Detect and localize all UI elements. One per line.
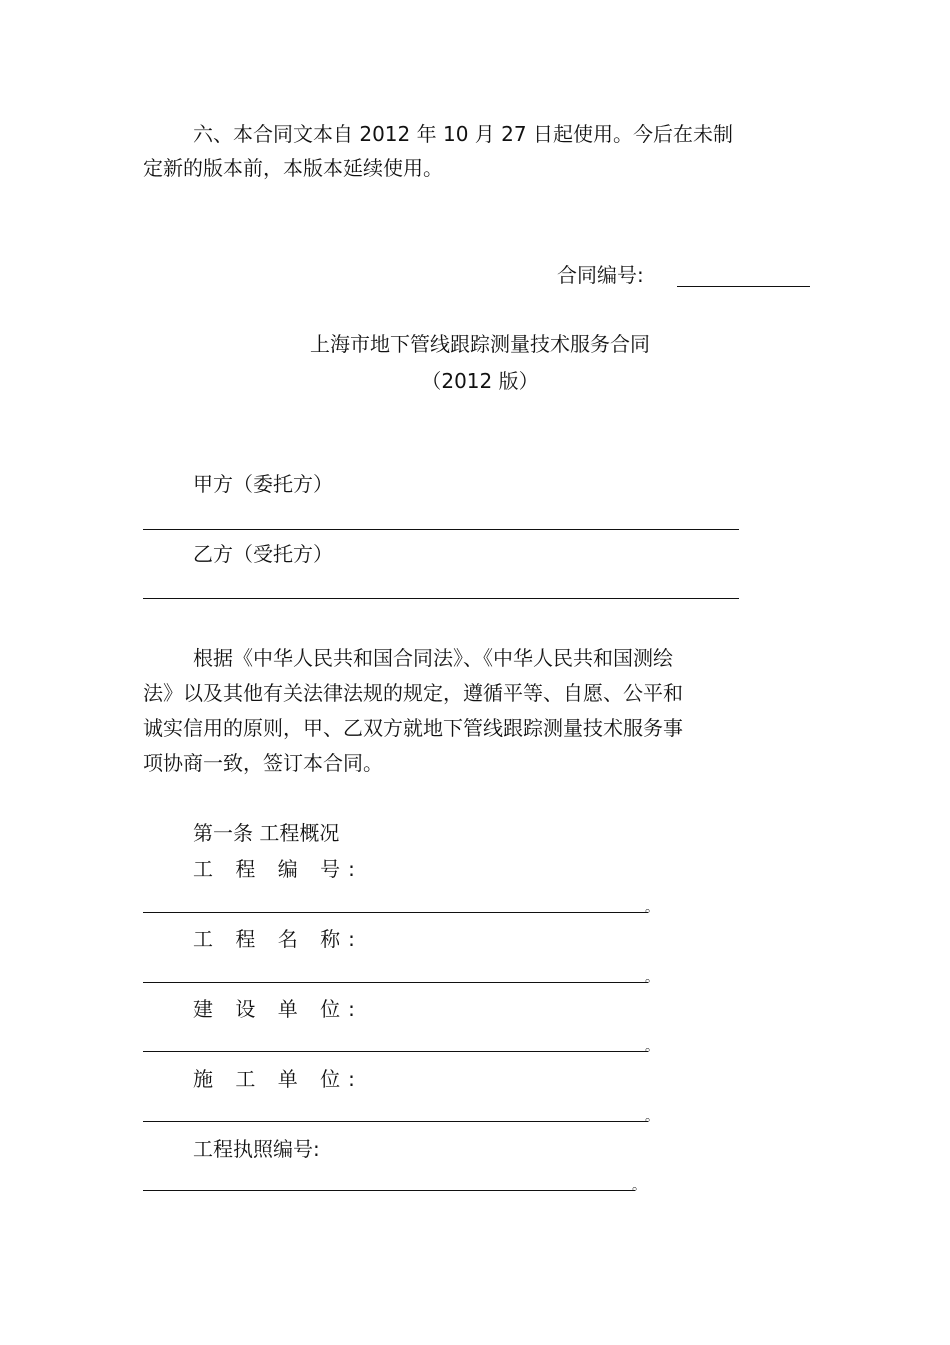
field-label-builder: 建 设 单 位:: [193, 997, 363, 1021]
party-a-blank: [143, 529, 739, 530]
field-blank-project-number: [143, 912, 648, 913]
contract-number-label: 合同编号:: [557, 263, 644, 287]
field-label-project-name: 工 程 名 称:: [193, 927, 363, 951]
field-label-contractor: 施 工 单 位:: [193, 1067, 363, 1091]
document-subtitle: （2012 版）: [421, 369, 539, 393]
field-end-mark: 。: [632, 1178, 646, 1194]
party-b-label: 乙方（受托方）: [193, 542, 333, 566]
field-end-mark: 。: [645, 1039, 659, 1055]
field-end-mark: 。: [645, 1109, 659, 1125]
preamble-line: 根据《中华人民共和国合同法》、《中华人民共和国测绘: [193, 646, 673, 670]
clause6-line1: 六、本合同文本自 2012 年 10 月 27 日起使用。今后在未制: [193, 122, 733, 146]
field-end-mark: 。: [645, 900, 659, 916]
field-blank-builder: [143, 1051, 648, 1052]
clause6-line2: 定新的版本前，本版本延续使用。: [143, 156, 443, 180]
party-b-blank: [143, 598, 739, 599]
field-blank-permit-number: [143, 1190, 635, 1191]
field-end-mark: 。: [645, 970, 659, 986]
preamble-line: 法》以及其他有关法律法规的规定，遵循平等、自愿、公平和: [143, 681, 683, 705]
preamble-line: 项协商一致，签订本合同。: [143, 751, 383, 775]
document-title: 上海市地下管线跟踪测量技术服务合同: [310, 332, 650, 356]
contract-number-blank: [677, 286, 810, 287]
field-blank-project-name: [143, 982, 648, 983]
field-label-permit-number: 工程执照编号:: [193, 1137, 320, 1161]
article1-heading: 第一条 工程概况: [193, 821, 340, 845]
party-a-label: 甲方（委托方）: [193, 472, 333, 496]
preamble-line: 诚实信用的原则，甲、乙双方就地下管线跟踪测量技术服务事: [143, 716, 683, 740]
field-label-project-number: 工 程 编 号:: [193, 857, 363, 881]
field-blank-contractor: [143, 1121, 648, 1122]
